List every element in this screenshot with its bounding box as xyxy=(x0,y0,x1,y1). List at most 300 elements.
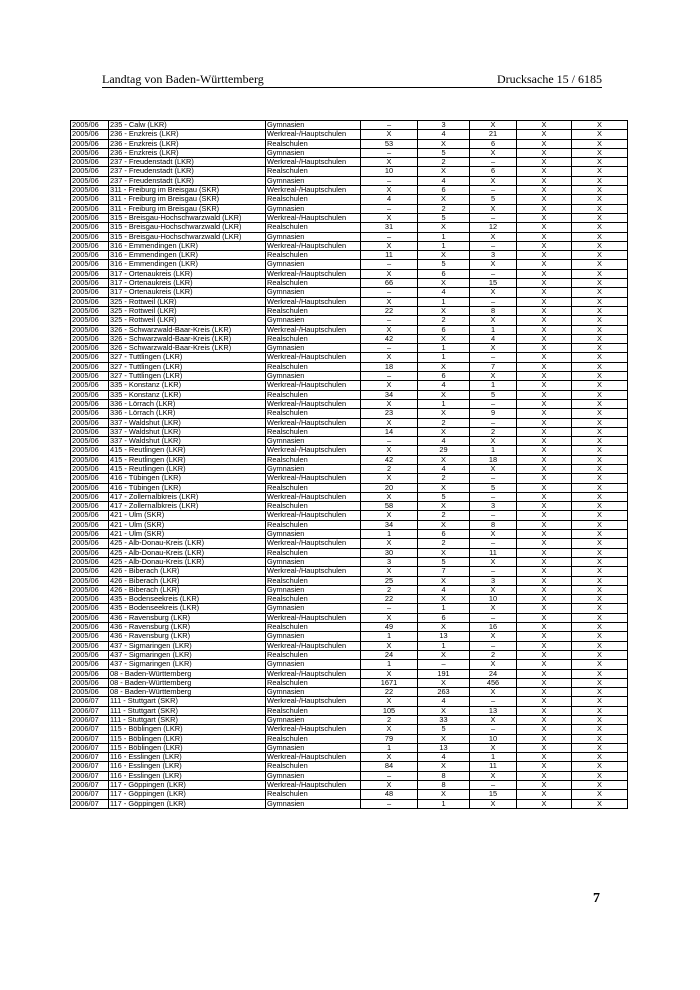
school-year-cell: 2005/06 xyxy=(71,269,109,278)
value-2-cell: 33 xyxy=(418,716,470,725)
value-2-cell: X xyxy=(418,502,470,511)
value-5-cell: X xyxy=(572,604,628,613)
value-1-cell: 84 xyxy=(361,762,418,771)
value-2-cell: X xyxy=(418,306,470,315)
value-2-cell: 6 xyxy=(418,325,470,334)
value-5-cell: X xyxy=(572,641,628,650)
value-3-cell: X xyxy=(470,316,517,325)
value-4-cell: X xyxy=(517,492,572,501)
value-5-cell: X xyxy=(572,725,628,734)
school-year-cell: 2005/06 xyxy=(71,474,109,483)
district-cell: 117 - Göppingen (LKR) xyxy=(109,799,266,808)
school-type-cell: Realschulen xyxy=(266,734,361,743)
school-year-cell: 2005/06 xyxy=(71,353,109,362)
value-2-cell: 6 xyxy=(418,186,470,195)
district-cell: 337 - Waldshut (LKR) xyxy=(109,418,266,427)
value-2-cell: 3 xyxy=(418,121,470,130)
school-type-cell: Realschulen xyxy=(266,195,361,204)
value-5-cell: X xyxy=(572,530,628,539)
school-year-cell: 2006/07 xyxy=(71,781,109,790)
school-year-cell: 2006/07 xyxy=(71,706,109,715)
district-cell: 436 - Ravensburg (LKR) xyxy=(109,613,266,622)
value-4-cell: X xyxy=(517,474,572,483)
value-2-cell: X xyxy=(418,139,470,148)
school-type-cell: Realschulen xyxy=(266,678,361,687)
district-cell: 116 - Esslingen (LKR) xyxy=(109,771,266,780)
value-1-cell: – xyxy=(361,604,418,613)
value-2-cell: X xyxy=(418,734,470,743)
value-1-cell: X xyxy=(361,399,418,408)
value-2-cell: 5 xyxy=(418,492,470,501)
value-5-cell: X xyxy=(572,297,628,306)
value-3-cell: – xyxy=(470,641,517,650)
table-row xyxy=(71,297,628,306)
value-4-cell: X xyxy=(517,688,572,697)
school-year-cell: 2005/06 xyxy=(71,576,109,585)
school-type-cell: Gymnasien xyxy=(266,260,361,269)
school-year-cell: 2005/06 xyxy=(71,446,109,455)
value-1-cell: 24 xyxy=(361,650,418,659)
value-3-cell: – xyxy=(470,511,517,520)
value-2-cell: – xyxy=(418,660,470,669)
value-2-cell: 13 xyxy=(418,743,470,752)
value-1-cell: 22 xyxy=(361,595,418,604)
school-type-cell: Werkreal-/Hauptschulen xyxy=(266,353,361,362)
school-year-cell: 2005/06 xyxy=(71,427,109,436)
value-2-cell: 4 xyxy=(418,288,470,297)
value-3-cell: X xyxy=(470,437,517,446)
value-4-cell: X xyxy=(517,372,572,381)
school-year-cell: 2005/06 xyxy=(71,260,109,269)
school-type-cell: Gymnasien xyxy=(266,232,361,241)
value-1-cell: X xyxy=(361,697,418,706)
value-3-cell: 1 xyxy=(470,325,517,334)
table-row xyxy=(71,186,628,195)
value-3-cell: – xyxy=(470,492,517,501)
value-4-cell: X xyxy=(517,734,572,743)
value-4-cell: X xyxy=(517,781,572,790)
value-4-cell: X xyxy=(517,279,572,288)
value-3-cell: 16 xyxy=(470,623,517,632)
district-cell: 316 - Emmendingen (LKR) xyxy=(109,260,266,269)
school-type-cell: Realschulen xyxy=(266,548,361,557)
table-row xyxy=(71,455,628,464)
value-1-cell: 22 xyxy=(361,688,418,697)
value-4-cell: X xyxy=(517,409,572,418)
value-5-cell: X xyxy=(572,288,628,297)
table-row xyxy=(71,158,628,167)
value-3-cell: 5 xyxy=(470,390,517,399)
value-1-cell: X xyxy=(361,641,418,650)
district-cell: 326 - Schwarzwald-Baar-Kreis (LKR) xyxy=(109,325,266,334)
school-type-cell: Werkreal-/Hauptschulen xyxy=(266,697,361,706)
table-row xyxy=(71,279,628,288)
value-5-cell: X xyxy=(572,502,628,511)
value-5-cell: X xyxy=(572,613,628,622)
value-2-cell: X xyxy=(418,251,470,260)
value-2-cell: 191 xyxy=(418,669,470,678)
school-type-cell: Realschulen xyxy=(266,455,361,464)
value-2-cell: X xyxy=(418,520,470,529)
district-cell: 237 - Freudenstadt (LKR) xyxy=(109,158,266,167)
value-3-cell: 1 xyxy=(470,753,517,762)
value-5-cell: X xyxy=(572,186,628,195)
value-3-cell: X xyxy=(470,557,517,566)
value-4-cell: X xyxy=(517,790,572,799)
school-type-cell: Realschulen xyxy=(266,650,361,659)
value-5-cell: X xyxy=(572,771,628,780)
value-4-cell: X xyxy=(517,427,572,436)
value-3-cell: 7 xyxy=(470,362,517,371)
district-cell: 426 - Biberach (LKR) xyxy=(109,576,266,585)
school-type-cell: Gymnasien xyxy=(266,437,361,446)
value-1-cell: X xyxy=(361,186,418,195)
school-type-cell: Gymnasien xyxy=(266,585,361,594)
district-cell: 421 - Ulm (SKR) xyxy=(109,530,266,539)
table-row xyxy=(71,474,628,483)
district-cell: 316 - Emmendingen (LKR) xyxy=(109,251,266,260)
school-year-cell: 2005/06 xyxy=(71,632,109,641)
district-cell: 317 - Ortenaukreis (LKR) xyxy=(109,288,266,297)
value-2-cell: X xyxy=(418,706,470,715)
table-row xyxy=(71,223,628,232)
value-1-cell: 22 xyxy=(361,306,418,315)
school-type-cell: Werkreal-/Hauptschulen xyxy=(266,725,361,734)
value-5-cell: X xyxy=(572,269,628,278)
district-cell: 311 - Freiburg im Breisgau (SKR) xyxy=(109,204,266,213)
value-2-cell: 4 xyxy=(418,464,470,473)
table-row xyxy=(71,381,628,390)
district-cell: 111 - Stuttgart (SKR) xyxy=(109,697,266,706)
school-type-cell: Realschulen xyxy=(266,167,361,176)
value-3-cell: 3 xyxy=(470,502,517,511)
table-row xyxy=(71,716,628,725)
school-year-cell: 2005/06 xyxy=(71,520,109,529)
district-cell: 425 - Alb-Donau-Kreis (LKR) xyxy=(109,557,266,566)
value-4-cell: X xyxy=(517,390,572,399)
district-cell: 337 - Waldshut (LKR) xyxy=(109,437,266,446)
school-year-cell: 2006/07 xyxy=(71,762,109,771)
table-row xyxy=(71,213,628,222)
page-number: 7 xyxy=(593,891,600,906)
district-cell: 315 - Breisgau-Hochschwarzwald (LKR) xyxy=(109,232,266,241)
table-row xyxy=(71,706,628,715)
school-year-cell: 2005/06 xyxy=(71,362,109,371)
school-type-cell: Werkreal-/Hauptschulen xyxy=(266,186,361,195)
district-cell: 317 - Ortenaukreis (LKR) xyxy=(109,269,266,278)
value-4-cell: X xyxy=(517,585,572,594)
table-row xyxy=(71,372,628,381)
district-cell: 336 - Lörrach (LKR) xyxy=(109,399,266,408)
value-3-cell: – xyxy=(470,269,517,278)
value-4-cell: X xyxy=(517,334,572,343)
value-4-cell: X xyxy=(517,743,572,752)
value-2-cell: X xyxy=(418,548,470,557)
value-5-cell: X xyxy=(572,353,628,362)
school-year-cell: 2005/06 xyxy=(71,297,109,306)
value-1-cell: 2 xyxy=(361,716,418,725)
value-2-cell: X xyxy=(418,409,470,418)
value-2-cell: 4 xyxy=(418,176,470,185)
table-row xyxy=(71,520,628,529)
value-5-cell: X xyxy=(572,474,628,483)
district-cell: 417 - Zollernalbkreis (LKR) xyxy=(109,502,266,511)
school-year-cell: 2005/06 xyxy=(71,530,109,539)
district-cell: 425 - Alb-Donau-Kreis (LKR) xyxy=(109,539,266,548)
value-1-cell: – xyxy=(361,799,418,808)
value-2-cell: X xyxy=(418,279,470,288)
table-row xyxy=(71,725,628,734)
value-5-cell: X xyxy=(572,464,628,473)
value-1-cell: – xyxy=(361,176,418,185)
school-year-cell: 2005/06 xyxy=(71,604,109,613)
school-type-cell: Werkreal-/Hauptschulen xyxy=(266,641,361,650)
school-type-cell: Werkreal-/Hauptschulen xyxy=(266,213,361,222)
value-3-cell: X xyxy=(470,344,517,353)
school-type-cell: Werkreal-/Hauptschulen xyxy=(266,446,361,455)
table-row xyxy=(71,334,628,343)
value-5-cell: X xyxy=(572,753,628,762)
school-type-cell: Realschulen xyxy=(266,595,361,604)
value-1-cell: – xyxy=(361,344,418,353)
value-4-cell: X xyxy=(517,464,572,473)
district-cell: 327 - Tuttlingen (LKR) xyxy=(109,372,266,381)
table-row xyxy=(71,585,628,594)
header-divider xyxy=(102,87,602,88)
district-cell: 426 - Biberach (LKR) xyxy=(109,567,266,576)
value-5-cell: X xyxy=(572,557,628,566)
school-year-cell: 2005/06 xyxy=(71,241,109,250)
district-cell: 416 - Tübingen (LKR) xyxy=(109,483,266,492)
value-1-cell: 34 xyxy=(361,390,418,399)
table-row xyxy=(71,148,628,157)
school-type-cell: Werkreal-/Hauptschulen xyxy=(266,781,361,790)
value-3-cell: 10 xyxy=(470,595,517,604)
school-type-cell: Realschulen xyxy=(266,306,361,315)
district-cell: 416 - Tübingen (LKR) xyxy=(109,474,266,483)
value-1-cell: 2 xyxy=(361,464,418,473)
table-row xyxy=(71,409,628,418)
school-type-cell: Gymnasien xyxy=(266,530,361,539)
value-3-cell: X xyxy=(470,464,517,473)
table-row xyxy=(71,316,628,325)
value-1-cell: X xyxy=(361,474,418,483)
school-type-cell: Gymnasien xyxy=(266,176,361,185)
value-2-cell: X xyxy=(418,623,470,632)
value-4-cell: X xyxy=(517,269,572,278)
value-1-cell: X xyxy=(361,725,418,734)
value-1-cell: X xyxy=(361,381,418,390)
value-3-cell: 8 xyxy=(470,306,517,315)
table-row xyxy=(71,121,628,130)
district-cell: 111 - Stuttgart (SKR) xyxy=(109,706,266,715)
value-2-cell: 4 xyxy=(418,437,470,446)
value-5-cell: X xyxy=(572,390,628,399)
value-4-cell: X xyxy=(517,399,572,408)
value-4-cell: X xyxy=(517,121,572,130)
value-1-cell: X xyxy=(361,539,418,548)
value-2-cell: 2 xyxy=(418,158,470,167)
value-2-cell: X xyxy=(418,427,470,436)
school-year-cell: 2005/06 xyxy=(71,548,109,557)
value-5-cell: X xyxy=(572,511,628,520)
school-year-cell: 2006/07 xyxy=(71,799,109,808)
value-1-cell: 14 xyxy=(361,427,418,436)
value-4-cell: X xyxy=(517,381,572,390)
value-1-cell: 42 xyxy=(361,334,418,343)
school-type-cell: Realschulen xyxy=(266,790,361,799)
value-5-cell: X xyxy=(572,260,628,269)
value-5-cell: X xyxy=(572,520,628,529)
table-row xyxy=(71,697,628,706)
table-row xyxy=(71,762,628,771)
school-year-cell: 2005/06 xyxy=(71,325,109,334)
value-5-cell: X xyxy=(572,362,628,371)
value-5-cell: X xyxy=(572,325,628,334)
district-cell: 337 - Waldshut (LKR) xyxy=(109,427,266,436)
value-1-cell: – xyxy=(361,288,418,297)
school-year-cell: 2006/07 xyxy=(71,771,109,780)
value-5-cell: X xyxy=(572,139,628,148)
value-1-cell: X xyxy=(361,613,418,622)
value-3-cell: – xyxy=(470,781,517,790)
value-3-cell: X xyxy=(470,604,517,613)
school-year-cell: 2006/07 xyxy=(71,790,109,799)
value-5-cell: X xyxy=(572,706,628,715)
table-row xyxy=(71,678,628,687)
table-row xyxy=(71,167,628,176)
value-1-cell: 66 xyxy=(361,279,418,288)
value-1-cell: X xyxy=(361,353,418,362)
school-type-cell: Gymnasien xyxy=(266,204,361,213)
table-row xyxy=(71,613,628,622)
value-2-cell: 263 xyxy=(418,688,470,697)
value-1-cell: – xyxy=(361,316,418,325)
district-cell: 426 - Biberach (LKR) xyxy=(109,585,266,594)
district-cell: 315 - Breisgau-Hochschwarzwald (LKR) xyxy=(109,223,266,232)
table-row xyxy=(71,390,628,399)
value-3-cell: 4 xyxy=(470,334,517,343)
value-2-cell: 1 xyxy=(418,297,470,306)
value-4-cell: X xyxy=(517,288,572,297)
value-2-cell: 29 xyxy=(418,446,470,455)
district-cell: 115 - Böblingen (LKR) xyxy=(109,743,266,752)
table-row xyxy=(71,176,628,185)
district-cell: 437 - Sigmaringen (LKR) xyxy=(109,650,266,659)
value-3-cell: X xyxy=(470,716,517,725)
district-cell: 327 - Tuttlingen (LKR) xyxy=(109,362,266,371)
school-year-cell: 2005/06 xyxy=(71,483,109,492)
value-2-cell: 4 xyxy=(418,697,470,706)
value-1-cell: 48 xyxy=(361,790,418,799)
value-3-cell: 24 xyxy=(470,669,517,678)
school-year-cell: 2005/06 xyxy=(71,316,109,325)
district-cell: 237 - Freudenstadt (LKR) xyxy=(109,167,266,176)
value-3-cell: 21 xyxy=(470,130,517,139)
value-2-cell: 2 xyxy=(418,316,470,325)
school-type-cell: Realschulen xyxy=(266,483,361,492)
district-cell: 415 - Reutlingen (LKR) xyxy=(109,446,266,455)
value-4-cell: X xyxy=(517,753,572,762)
value-5-cell: X xyxy=(572,437,628,446)
value-1-cell: 42 xyxy=(361,455,418,464)
value-5-cell: X xyxy=(572,427,628,436)
district-cell: 117 - Göppingen (LKR) xyxy=(109,781,266,790)
school-year-cell: 2006/07 xyxy=(71,716,109,725)
value-3-cell: – xyxy=(470,474,517,483)
table-body xyxy=(71,121,628,809)
value-1-cell: X xyxy=(361,753,418,762)
value-2-cell: X xyxy=(418,390,470,399)
value-2-cell: X xyxy=(418,362,470,371)
value-2-cell: X xyxy=(418,762,470,771)
value-5-cell: X xyxy=(572,781,628,790)
value-4-cell: X xyxy=(517,576,572,585)
value-3-cell: – xyxy=(470,186,517,195)
value-1-cell: X xyxy=(361,297,418,306)
value-5-cell: X xyxy=(572,446,628,455)
value-5-cell: X xyxy=(572,678,628,687)
value-1-cell: X xyxy=(361,241,418,250)
table-row xyxy=(71,641,628,650)
value-4-cell: X xyxy=(517,539,572,548)
table-row xyxy=(71,743,628,752)
value-4-cell: X xyxy=(517,297,572,306)
school-type-cell: Gymnasien xyxy=(266,632,361,641)
value-4-cell: X xyxy=(517,483,572,492)
school-year-cell: 2005/06 xyxy=(71,502,109,511)
table-row xyxy=(71,511,628,520)
value-5-cell: X xyxy=(572,176,628,185)
value-5-cell: X xyxy=(572,381,628,390)
value-4-cell: X xyxy=(517,316,572,325)
value-2-cell: 6 xyxy=(418,372,470,381)
value-4-cell: X xyxy=(517,325,572,334)
value-2-cell: 4 xyxy=(418,585,470,594)
value-3-cell: – xyxy=(470,399,517,408)
value-3-cell: – xyxy=(470,158,517,167)
value-4-cell: X xyxy=(517,623,572,632)
district-cell: 236 - Enzkreis (LKR) xyxy=(109,130,266,139)
school-type-cell: Werkreal-/Hauptschulen xyxy=(266,381,361,390)
value-4-cell: X xyxy=(517,251,572,260)
value-3-cell: – xyxy=(470,697,517,706)
value-3-cell: – xyxy=(470,241,517,250)
value-5-cell: X xyxy=(572,790,628,799)
district-cell: 325 - Rottweil (LKR) xyxy=(109,306,266,315)
value-2-cell: 5 xyxy=(418,213,470,222)
table-row xyxy=(71,530,628,539)
value-1-cell: – xyxy=(361,204,418,213)
school-year-cell: 2005/06 xyxy=(71,492,109,501)
value-3-cell: X xyxy=(470,660,517,669)
value-3-cell: – xyxy=(470,353,517,362)
district-cell: 317 - Ortenaukreis (LKR) xyxy=(109,279,266,288)
table-row xyxy=(71,799,628,808)
value-3-cell: 2 xyxy=(470,427,517,436)
value-3-cell: X xyxy=(470,121,517,130)
school-year-cell: 2005/06 xyxy=(71,232,109,241)
value-2-cell: 4 xyxy=(418,130,470,139)
value-1-cell: X xyxy=(361,418,418,427)
value-2-cell: 6 xyxy=(418,613,470,622)
value-4-cell: X xyxy=(517,232,572,241)
value-2-cell: 1 xyxy=(418,399,470,408)
value-5-cell: X xyxy=(572,148,628,157)
value-5-cell: X xyxy=(572,567,628,576)
school-type-cell: Werkreal-/Hauptschulen xyxy=(266,567,361,576)
school-type-cell: Gymnasien xyxy=(266,716,361,725)
